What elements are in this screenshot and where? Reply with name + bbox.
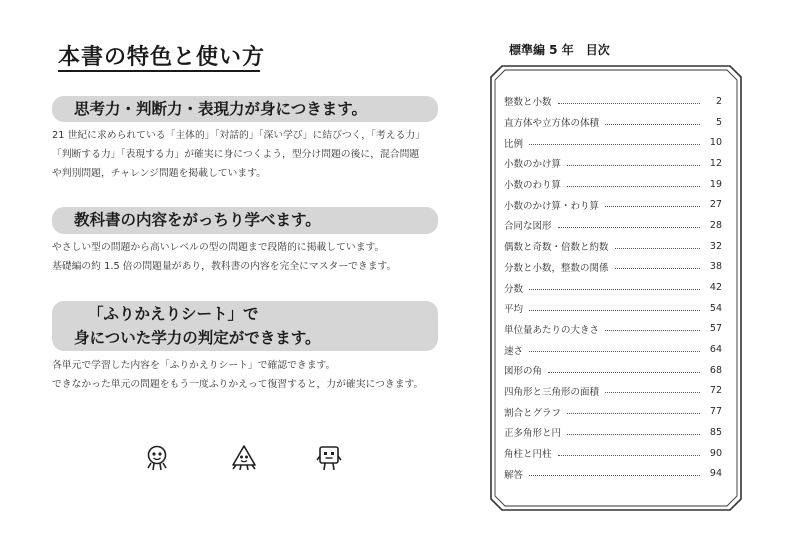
feature-heading-line: 身についた学力の判定ができます。 <box>74 329 321 347</box>
toc-entry <box>504 360 722 381</box>
toc-leader-dots <box>529 309 700 311</box>
toc-entry-label: 速さ <box>504 345 524 357</box>
feature-line: やさしい型の問題から高いレベルの型の問題まで段階的に掲載しています。 <box>52 242 385 253</box>
toc-entry-label: 小数のかけ算・わり算 <box>504 200 600 212</box>
toc-entry <box>504 422 722 443</box>
toc-entry <box>504 153 722 174</box>
toc-entry-page: 72 <box>709 385 722 397</box>
toc-entry <box>504 463 722 484</box>
toc-entry-label: 偶数と奇数・倍数と約数 <box>504 242 609 254</box>
toc-entry-page: 42 <box>709 282 722 294</box>
feature-description-thinking <box>52 126 452 183</box>
toc-leader-dots <box>567 185 700 187</box>
toc-entry-label: 直方体や立方体の体積 <box>504 118 600 130</box>
toc-leader-dots <box>558 226 700 228</box>
feature-line: 基礎編の約 1.5 倍の問題量があり，教科書の内容を完全にマスターできます。 <box>52 261 397 272</box>
page-title: 本書の特色と使い方 <box>58 45 266 70</box>
toc-entry-label: 小数のかけ算 <box>504 159 562 171</box>
toc-entry-page: 90 <box>709 447 722 459</box>
toc-leader-dots <box>605 329 700 331</box>
toc-leader-dots <box>615 247 700 249</box>
triangle-face-mascot-icon <box>230 444 258 472</box>
toc-entry <box>504 132 722 153</box>
toc-entry-label: 平均 <box>504 304 524 316</box>
toc-entry-label: 比例 <box>504 138 524 150</box>
toc-entry <box>504 277 722 298</box>
toc-entry-page: 57 <box>709 323 722 335</box>
toc-leader-dots <box>615 267 700 269</box>
feature-line: や判別問題，チャレンジ問題を掲載しています。 <box>52 168 266 179</box>
toc-entry-label: 小数のわり算 <box>504 180 562 192</box>
toc-entry <box>504 91 722 112</box>
toc-entry-label: 図形の角 <box>504 366 543 378</box>
toc-entry-page: 54 <box>709 302 722 314</box>
toc-entry-label: 四角形と三角形の面積 <box>504 386 600 398</box>
toc-leader-dots <box>605 123 700 125</box>
toc-leader-dots <box>605 205 700 207</box>
toc-leader-dots <box>529 288 700 290</box>
toc-entry-page: 2 <box>715 95 722 107</box>
toc-entry <box>504 339 722 360</box>
toc-entry-label: 分数と小数，整数の関係 <box>504 262 609 274</box>
toc-entry-label: 整数と小数 <box>504 97 552 109</box>
toc-leader-dots <box>567 412 700 414</box>
toc-entry-page: 38 <box>709 261 722 273</box>
feature-line: できなかった単元の問題をもう一度ふりかえって復習すると，力が確実につきます。 <box>52 379 424 390</box>
toc-entry <box>504 401 722 422</box>
feature-heading-textbook: 教科書の内容をがっちり学べます。 <box>52 207 438 234</box>
toc-leader-dots <box>558 454 700 456</box>
toc-entry-page: 10 <box>709 137 722 149</box>
toc-entry <box>504 381 722 402</box>
toc-leader-dots <box>567 433 700 435</box>
title-underline <box>58 70 260 72</box>
toc-entry-page: 27 <box>709 199 722 211</box>
toc-entry-label: 分数 <box>504 283 524 295</box>
toc-entry-page: 5 <box>715 116 722 128</box>
toc-leader-dots <box>529 350 700 352</box>
feature-heading-review-sheet <box>52 301 438 351</box>
feature-line: 21 世紀に求められている「主体的」「対話的」「深い学び」に結びつく，「考える力」 <box>52 130 425 141</box>
toc-entry <box>504 319 722 340</box>
toc-entry-label: 単位量あたりの大きさ <box>504 324 600 336</box>
toc-list <box>504 91 722 484</box>
toc-leader-dots <box>529 143 700 145</box>
toc-entry-label: 正多角形と円 <box>504 428 562 440</box>
toc-entry-page: 68 <box>709 364 722 376</box>
toc-leader-dots <box>605 391 700 393</box>
toc-entry-page: 85 <box>709 426 722 438</box>
toc-leader-dots <box>567 164 700 166</box>
toc-entry-page: 64 <box>709 344 722 356</box>
toc-leader-dots <box>529 474 700 476</box>
feature-line: 各単元で学習した内容を「ふりかえりシート」で確認できます。 <box>52 360 336 371</box>
toc-entry <box>504 112 722 133</box>
toc-entry <box>504 236 722 257</box>
toc-entry-page: 94 <box>709 468 722 480</box>
toc-entry-page: 77 <box>709 406 722 418</box>
toc-heading: 標準編 5 年 目次 <box>509 43 610 57</box>
feature-description-review-sheet <box>52 356 452 394</box>
toc-entry <box>504 443 722 464</box>
toc-entry-label: 割合とグラフ <box>504 407 562 419</box>
feature-line: 「判断する力」「表現する力」が確実に身につくよう，型分け問題の後に，混合問題 <box>52 149 420 160</box>
toc-entry-label: 角柱と円柱 <box>504 449 552 461</box>
round-face-mascot-icon <box>143 444 171 472</box>
feature-heading-thinking: 思考力・判断力・表現力が身につきます。 <box>52 96 438 122</box>
toc-entry-label: 合同な図形 <box>504 221 552 233</box>
feature-description-textbook <box>52 238 452 276</box>
toc-entry <box>504 257 722 278</box>
toc-entry <box>504 298 722 319</box>
toc-entry-label: 解答 <box>504 469 524 481</box>
toc-entry <box>504 194 722 215</box>
toc-leader-dots <box>558 102 700 104</box>
toc-entry <box>504 174 722 195</box>
toc-entry <box>504 215 722 236</box>
toc-entry-page: 12 <box>709 157 722 169</box>
feature-heading-line: 「ふりかえりシート」で <box>88 305 259 323</box>
toc-leader-dots <box>548 371 700 373</box>
toc-entry-page: 28 <box>709 219 722 231</box>
toc-entry-page: 32 <box>709 240 722 252</box>
square-face-mascot-icon <box>315 444 343 472</box>
toc-entry-page: 19 <box>709 178 722 190</box>
